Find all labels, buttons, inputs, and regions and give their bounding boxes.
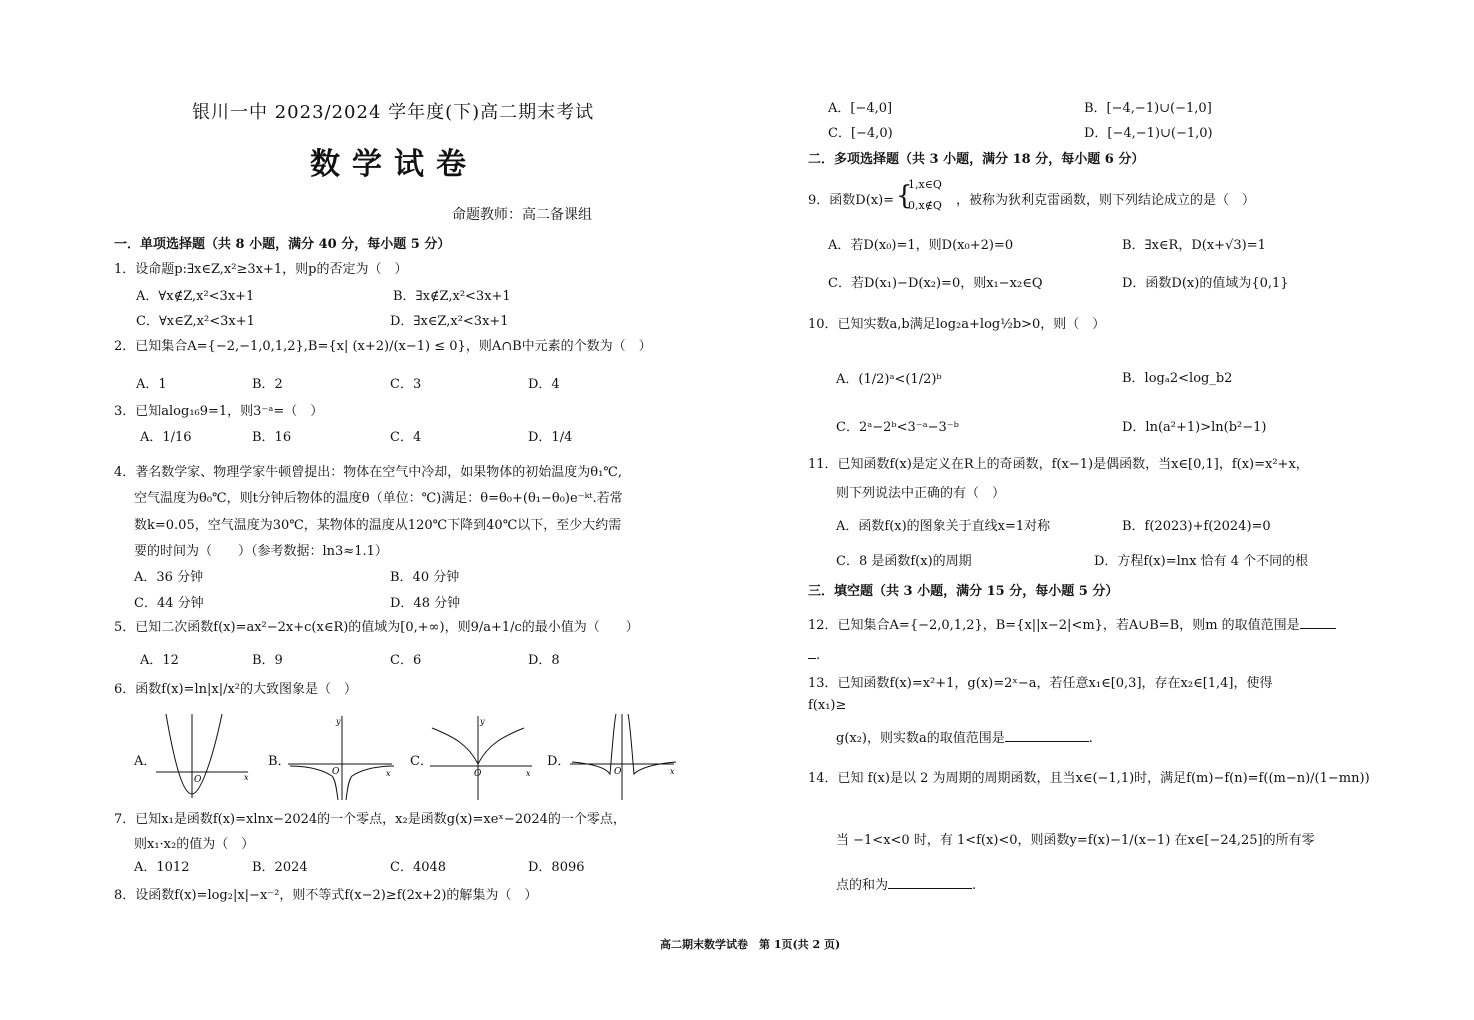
q14-answer-blank[interactable]	[888, 876, 972, 889]
q9-case2: 0,x∉Q	[908, 199, 942, 212]
q8-stem: 8．设函数f(x)=log₂|x|−x⁻²，则不等式f(x−2)≥f(2x+2)的解集为（ ）	[114, 888, 538, 903]
q3-option-c: C．4	[390, 430, 422, 445]
q4-line3: 数k=0.05，空气温度为30℃，某物体的温度从120℃下降到40℃以下，至少大约需	[134, 518, 622, 533]
q14-line3-text: 点的和为	[836, 878, 889, 893]
q4-option-b: B．40 分钟	[390, 570, 460, 585]
q5-option-b: B．9	[252, 653, 283, 668]
q10-stem: 10．已知实数a,b满足log₂a+log½b>0，则（ ）	[808, 317, 1106, 332]
q3-option-d: D．1/4	[528, 430, 573, 445]
q2-option-d: D．4	[528, 377, 560, 392]
section1-heading: 一．单项选择题（共 8 小题，满分 40 分，每小题 5 分）	[114, 237, 451, 252]
q14-line2: 当 −1<x<0 时，有 1<f(x)<0，则函数y=f(x)−1/(x−1) 在x∈[−24,25]的所有零	[836, 833, 1315, 848]
q2-option-c: C．3	[390, 377, 422, 392]
q13-line3-text: g(x₂)，则实数a的取值范围是	[836, 731, 1005, 746]
q10-option-b: B．logₐ2<log_b2	[1122, 371, 1233, 386]
q7-option-a: A．1012	[134, 860, 190, 875]
q2-option-a: A．1	[136, 377, 167, 392]
q7-line2: 则x₁·x₂的值为（ ）	[134, 837, 255, 852]
q7-option-c: C．4048	[390, 860, 447, 875]
graph-a-origin: O	[194, 775, 202, 785]
q8-option-b: B．[−4,−1)∪(−1,0]	[1084, 101, 1212, 116]
q12-tail	[808, 646, 820, 663]
page-footer: 高二期末数学试卷 第 1页(共 2 页)	[660, 938, 841, 951]
graph-d-origin: O	[614, 767, 622, 777]
q5-option-a: A．12	[140, 653, 179, 668]
graph-c-origin: O	[474, 769, 482, 779]
q6-graph-a	[156, 712, 252, 800]
q3-option-b: B．16	[252, 430, 292, 445]
q4-option-c: C．44 分钟	[134, 596, 204, 611]
q9-stem-suffix: ，被称为狄利克雷函数，则下列结论成立的是（ ）	[956, 193, 1256, 208]
section2-heading: 二．多项选择题（共 3 小题，满分 18 分，每小题 6 分）	[808, 152, 1145, 167]
q1-option-b: B．∃x∉Z,x²<3x+1	[393, 289, 511, 304]
q7-option-b: B．2024	[252, 860, 308, 875]
q5-option-d: D．8	[528, 653, 560, 668]
subject-title: 数学试卷	[310, 147, 478, 182]
q11-option-b: B．f(2023)+f(2024)=0	[1122, 519, 1271, 534]
q13-line2: f(x₁)≥	[808, 698, 847, 713]
q4-line4: 要的时间为（ ）（参考数据：ln3≈1.1）	[134, 544, 388, 559]
q1-option-d: D．∃x∈Z,x²<3x+1	[390, 314, 509, 329]
exam-title: 银川一中 2023/2024 学年度(下)高二期末考试	[192, 102, 595, 123]
q6-option-a: A．	[134, 754, 157, 769]
q1-stem: 1．设命题p:∃x∈Z,x²≥3x+1，则p的否定为（ ）	[114, 262, 408, 277]
q12-answer-blank-cont	[808, 646, 816, 659]
q11-line2: 则下列说法中正确的有（ ）	[836, 486, 1006, 501]
q1-option-c: C．∀x∈Z,x²<3x+1	[136, 314, 255, 329]
graph-a-x-label: x	[244, 773, 249, 782]
q9-option-a: A．若D(x₀)=1，则D(x₀+2)=0	[828, 238, 1014, 253]
q14-tail-dot: .	[972, 878, 977, 893]
q8-option-c: C．[−4,0)	[828, 126, 893, 141]
q9-brace: {	[896, 181, 913, 211]
q4-option-d: D．48 分钟	[390, 596, 461, 611]
q6-graph-c	[430, 714, 536, 802]
q6-stem: 6．函数f(x)=ln|x|/x²的大致图象是（ ）	[114, 682, 357, 697]
graph-c-x-label: x	[526, 769, 531, 778]
q13-line3	[836, 727, 1093, 746]
q12-answer-blank[interactable]	[1300, 616, 1336, 629]
q4-line1: 4．著名数学家、物理学家牛顿曾提出：物体在空气中冷却，如果物体的初始温度为θ₁℃,	[114, 465, 622, 480]
q8-option-a: A．[−4,0]	[828, 101, 893, 116]
q2-option-b: B．2	[252, 377, 283, 392]
q14-line1: 14．已知 f(x)是以 2 为周期的周期函数，且当x∈(−1,1)时，满足f(m)−f(n)=f((m−n)/(1−mn))	[808, 771, 1370, 786]
q6-graph-b	[288, 714, 396, 802]
q4-line2: 空气温度为θ₀℃，则t分钟后物体的温度θ（单位：℃)满足：θ=θ₀+(θ₁−θ₀)e⁻ᵏᵗ.若常	[134, 491, 623, 506]
q6-graph-d	[570, 712, 680, 802]
q3-stem: 3．已知alog₁₆9=1，则3⁻ᵃ=（ ）	[114, 404, 324, 419]
graph-d-x-label: x	[670, 767, 675, 776]
graph-b-x-label: x	[386, 769, 391, 778]
q9-stem-prefix: 9．函数D(x)=	[808, 193, 895, 208]
q10-option-d: D．ln(a²+1)>ln(b²−1)	[1122, 420, 1267, 435]
q11-option-d: D．方程f(x)=lnx 恰有 4 个不同的根	[1094, 554, 1309, 569]
q3-option-a: A．1/16	[140, 430, 192, 445]
section3-heading: 三．填空题（共 3 小题，满分 15 分，每小题 5 分）	[808, 584, 1119, 599]
graph-b-y-label: y	[336, 717, 341, 726]
q4-option-a: A．36 分钟	[134, 570, 204, 585]
q6-option-b: B．	[268, 754, 291, 769]
q12-tail-dot: .	[816, 648, 821, 663]
q13-line1: 13．已知函数f(x)=x²+1，g(x)=2ˣ−a，若任意x₁∈[0,3]，存在x₂∈[1,4]，使得	[808, 676, 1273, 691]
q6-option-d: D．	[547, 754, 571, 769]
q1-option-a: A．∀x∉Z,x²<3x+1	[136, 289, 255, 304]
graph-c-y-label: y	[480, 717, 485, 726]
q10-option-a: A．(1/2)ᵃ<(1/2)ᵇ	[836, 372, 942, 387]
author-line: 命题教师：高二备课组	[452, 207, 592, 223]
q14-line3	[836, 874, 976, 893]
q6-option-c: C．	[410, 754, 433, 769]
q11-option-c: C．8 是函数f(x)的周期	[836, 554, 972, 569]
q12-stem	[808, 614, 1336, 633]
q13-tail-dot: .	[1088, 731, 1093, 746]
q12-stem-text: 12．已知集合A={−2,0,1,2}，B={x||x−2|<m}，若A∪B=B，则m 的取值范围是	[808, 618, 1300, 633]
q5-stem: 5．已知二次函数f(x)=ax²−2x+c(x∈R)的值域为[0,+∞)，则9/a+1/c的最小值为（ ）	[114, 620, 639, 635]
q9-case1: 1,x∈Q	[908, 178, 942, 191]
q13-answer-blank[interactable]	[1005, 729, 1089, 742]
q9-option-d: D．函数D(x)的值域为{0,1}	[1122, 276, 1289, 291]
q9-option-b: B．∃x∈R，D(x+√3)=1	[1122, 238, 1266, 253]
q11-line1: 11．已知函数f(x)是定义在R上的奇函数，f(x−1)是偶函数，当x∈[0,1]，f(x)=x²+x，	[808, 457, 1309, 472]
q9-option-c: C．若D(x₁)−D(x₂)=0，则x₁−x₂∈Q	[828, 276, 1043, 291]
q7-line1: 7．已知x₁是函数f(x)=xlnx−2024的一个零点，x₂是函数g(x)=xeˣ−2024的一个零点，	[114, 812, 626, 827]
q10-option-c: C．2ᵃ−2ᵇ<3⁻ᵃ−3⁻ᵇ	[836, 420, 959, 435]
q5-option-c: C．6	[390, 653, 422, 668]
q8-option-d: D．[−4,−1)∪(−1,0)	[1084, 126, 1213, 141]
q7-option-d: D．8096	[528, 860, 585, 875]
q11-option-a: A．函数f(x)的图象关于直线x=1对称	[836, 519, 1051, 534]
q2-stem: 2．已知集合A={−2,−1,0,1,2},B={x| (x+2)/(x−1) ≤ 0}，则A∩B中元素的个数为（ ）	[114, 339, 652, 354]
graph-b-origin: O	[332, 767, 340, 777]
